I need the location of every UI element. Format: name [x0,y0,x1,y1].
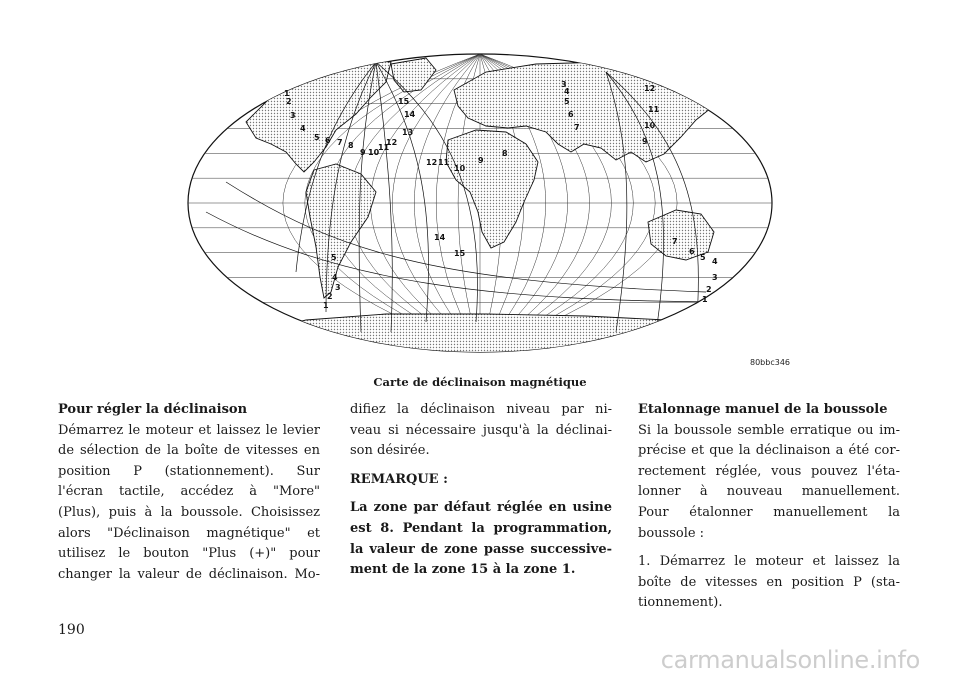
svg-text:4: 4 [564,87,570,96]
body-line: Pour étalonner manuellement la [638,504,900,520]
svg-text:7: 7 [672,237,678,246]
svg-text:8: 8 [348,141,354,150]
svg-text:10: 10 [368,148,380,157]
step-line: boîte de vitesses en position P (sta- [638,574,900,590]
declination-map [186,52,774,354]
svg-text:6: 6 [689,247,695,256]
svg-text:9: 9 [642,137,648,146]
body-line: changer la valeur de déclinaison. Mo- [58,566,320,582]
svg-text:13: 13 [402,128,414,137]
svg-text:3: 3 [712,273,718,282]
svg-text:5: 5 [314,133,320,142]
antarctica [216,314,746,354]
body-line: Démarrez le moteur et laissez le levier [58,422,320,438]
body-line: difiez la déclinaison niveau par ni- [350,402,612,417]
svg-text:2: 2 [286,97,292,106]
svg-text:3: 3 [561,80,567,89]
note-line: la valeur de zone passe successive- [350,541,612,557]
svg-text:11: 11 [648,105,660,114]
body-line: position P (stationnement). Sur [58,463,320,479]
svg-text:15: 15 [398,97,410,106]
svg-text:7: 7 [337,138,343,147]
svg-text:4: 4 [712,257,718,266]
page-number: 190 [58,622,85,638]
svg-text:5: 5 [700,253,706,262]
svg-text:6: 6 [568,110,574,119]
note-label: REMARQUE : [350,471,448,487]
note-line: La zone par défaut réglée en usine [350,500,612,516]
body-line: utilisez le bouton "Plus (+)" pour [58,546,320,562]
svg-text:1: 1 [284,89,290,98]
body-line: de sélection de la boîte de vitesses en [58,443,320,459]
svg-text:1: 1 [702,295,708,304]
figure-code: 80bbc346 [750,358,791,367]
step-line: 1. Démarrez le moteur et laissez la [638,554,900,570]
svg-text:6: 6 [325,136,331,145]
svg-text:3: 3 [290,111,296,120]
svg-text:10: 10 [644,121,656,130]
svg-text:1: 1 [323,301,329,310]
svg-text:9: 9 [360,148,366,157]
svg-text:12: 12 [426,158,438,167]
svg-text:3: 3 [335,283,341,292]
body-line: précise et que la déclinaison a été cor- [638,443,900,459]
body-line: boussole : [638,525,705,541]
body-line: alors "Déclinaison magnétique" et [58,525,320,541]
svg-text:8: 8 [502,149,508,158]
column-declination [58,400,320,585]
svg-text:5: 5 [564,97,570,106]
heading-calibration: Etalonnage manuel de la boussole [638,402,888,417]
column-calibration [638,400,900,614]
note-line: est 8. Pendant la programmation, [350,520,612,536]
svg-text:11: 11 [378,143,390,152]
svg-text:4: 4 [332,273,338,282]
body-line: veau si nécessaire jusqu'à la déclinai- [350,422,612,438]
body-line: Si la boussole semble erratique ou im- [638,422,900,438]
svg-text:14: 14 [434,233,446,242]
world-map-svg [186,52,774,354]
svg-text:15: 15 [454,249,466,258]
svg-text:11: 11 [438,158,450,167]
svg-text:4: 4 [300,124,306,133]
svg-text:7: 7 [574,123,580,132]
body-line: (Plus), puis à la boussole. Choisissez [58,504,320,520]
watermark: carmanualsonline.info [660,646,920,674]
svg-text:14: 14 [404,110,416,119]
svg-text:12: 12 [644,84,656,93]
svg-text:2: 2 [706,285,712,294]
body-line: lonner à nouveau manuellement. [638,484,900,500]
body-line: son désirée. [350,443,430,459]
body-line: l'écran tactile, accédez à "More" [58,484,320,500]
column-note [350,400,612,581]
figure-caption: Carte de déclinaison magnétique [373,375,587,389]
svg-text:5: 5 [331,253,337,262]
svg-text:2: 2 [327,292,333,301]
svg-text:12: 12 [386,138,398,147]
note-line: ment de la zone 15 à la zone 1. [350,562,576,578]
svg-text:9: 9 [478,156,484,165]
svg-text:10: 10 [454,164,466,173]
step-line: tionnement). [638,595,723,611]
body-line: rectement réglée, vous pouvez l'éta- [638,463,900,479]
heading-declination: Pour régler la déclinaison [58,402,248,417]
